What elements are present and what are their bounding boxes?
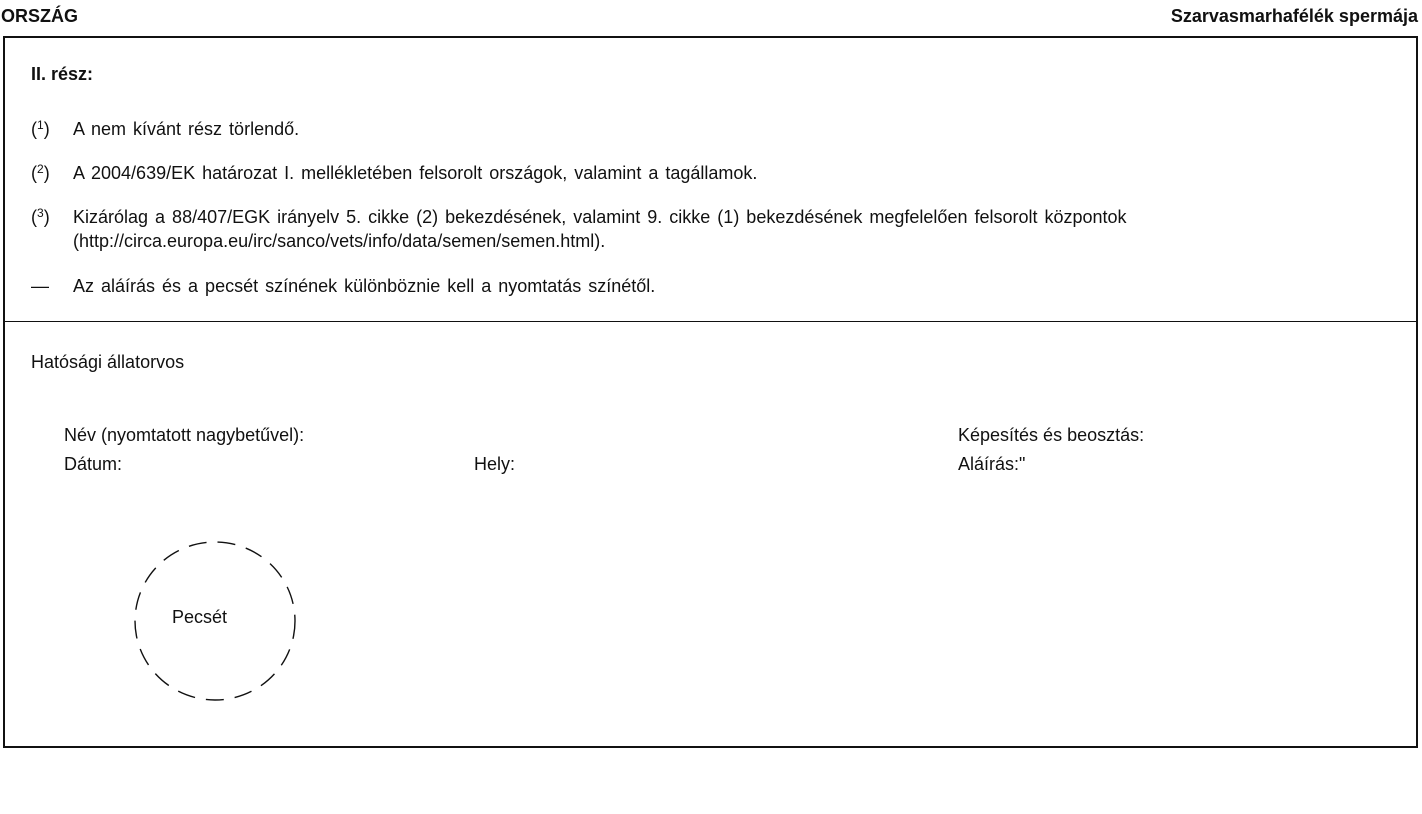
seal-label: Pecsét [172,607,228,627]
footnote-text: Kizárólag a 88/407/EGK irányelv 5. cikke (2) bekezdésének, valamint 9. cikke (1) bekezdésének megfelelően felsorolt központok (http://circa.europa.eu/irc/sanco/vets/info/data/semen/semen.html). [73,207,1127,251]
certificate-frame [3,36,1418,748]
footnote-marker: ($^2$) [31,162,50,183]
date-label: Dátum: [64,454,123,474]
qualification-label: Képesítés és beosztás: [958,425,1145,445]
header-country: ORSZÁG [1,6,79,26]
footnote-text: A nem kívánt rész törlendő. [73,119,300,139]
signature-label: Aláírás:" [958,454,1026,474]
footnote-text: A 2004/639/EK határozat I. mellékletében felsorolt országok, valamint a tagállamok. [73,163,758,183]
footnote-marker: ($^3$) [31,206,50,227]
part-title: II. rész: [31,64,94,84]
place-label: Hely: [474,454,516,474]
note-text: Az aláírás és a pecsét színének különböznie kell a nyomtatás színétől. [73,276,656,296]
dash-marker: — [31,276,49,296]
section-divider [5,321,1416,322]
official-vet-title: Hatósági állatorvos [31,352,185,372]
footnote-marker: ($^1$) [31,118,50,139]
header-product: Szarvasmarhafélék spermája [1170,6,1418,26]
name-label: Név (nyomtatott nagybetűvel): [64,425,305,445]
